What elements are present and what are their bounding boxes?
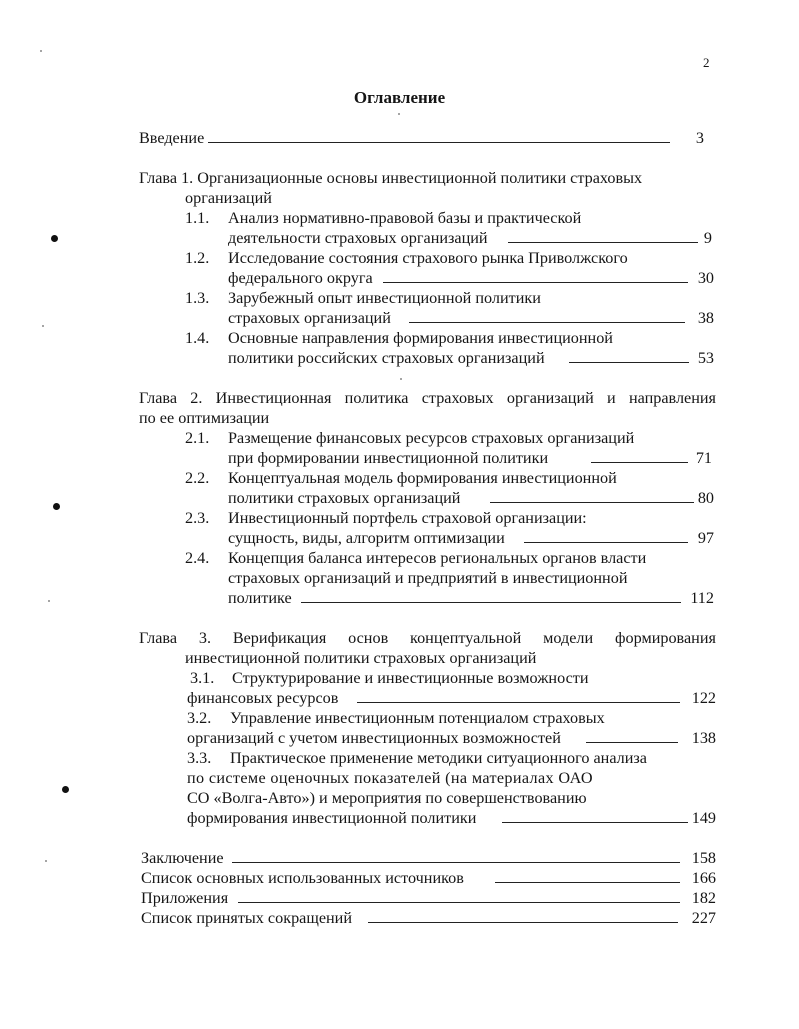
section-page: 112 (690, 589, 714, 607)
toc-leader (301, 602, 681, 603)
toc-intro-label: Введение (139, 129, 205, 147)
title-word: модели (543, 629, 594, 647)
toc-leader (383, 282, 688, 283)
toc-sources-page: 166 (691, 869, 716, 887)
section-title: Концептуальная модель формирования инвестиционной (228, 469, 617, 487)
section-title: Анализ нормативно-правовой базы и практической (228, 209, 582, 227)
section-number: 1.4. (185, 329, 210, 347)
toc-abbreviations-label: Список принятых сокращений (141, 909, 352, 927)
section-title: федерального округа (228, 269, 373, 287)
section-number: 1.2. (185, 249, 210, 267)
section-title: организаций с учетом инвестиционных возможностей (187, 729, 561, 747)
toc-leader (357, 702, 680, 703)
section-title: Управление инвестиционным потенциалом страховых (230, 709, 605, 727)
section-title: Практическое применение методики ситуационного анализа (230, 749, 647, 767)
title-word: Верификация (232, 629, 327, 647)
section-title: Зарубежный опыт инвестиционной политики (228, 289, 541, 307)
toc-abbreviations-page: 227 (691, 909, 716, 927)
chapter-1-title: Глава 1. Организационные основы инвестиционной политики страховых (139, 169, 643, 187)
title-word: Глава (139, 629, 178, 647)
toc-conclusion-page: 158 (691, 849, 716, 867)
section-title: политики страховых организаций (228, 489, 461, 507)
scan-speck (48, 600, 50, 602)
title-word: и (607, 389, 616, 407)
toc-leader (490, 502, 694, 503)
scan-speck (40, 50, 42, 52)
section-title: страховых организаций (228, 309, 391, 327)
section-page: 122 (691, 689, 716, 707)
section-title: политике (228, 589, 292, 607)
chapter-3-title-cont: инвестиционной политики страховых организаций (185, 649, 537, 667)
toc-leader (524, 542, 688, 543)
section-number: 2.3. (185, 509, 210, 527)
binder-hole-mark (62, 786, 69, 793)
title-word: 3. (198, 629, 211, 647)
title-word: концептуальной (410, 629, 522, 647)
toc-appendix-label: Приложения (141, 889, 229, 907)
scan-speck (398, 113, 400, 115)
section-title: Инвестиционный портфель страховой организации: (228, 509, 587, 527)
chapter-3-title (139, 628, 716, 648)
section-title: при формировании инвестиционной политики (228, 449, 549, 467)
section-number: 3.1. (190, 669, 215, 687)
section-number: 2.2. (185, 469, 210, 487)
title-word: организаций (506, 389, 594, 407)
toc-leader (586, 742, 678, 743)
section-page: 149 (691, 809, 716, 827)
section-number: 1.3. (185, 289, 210, 307)
title-word: страховых (421, 389, 494, 407)
section-title: финансовых ресурсов (187, 689, 339, 707)
section-number: 2.4. (185, 549, 210, 567)
section-page: 38 (697, 309, 714, 327)
toc-leader (495, 882, 680, 883)
binder-hole-mark (53, 503, 60, 510)
section-page: 80 (697, 489, 714, 507)
toc-leader (368, 922, 678, 923)
section-title: деятельности страховых организаций (228, 229, 488, 247)
section-title: формирования инвестиционной политики (187, 809, 477, 827)
section-page: 30 (697, 269, 714, 287)
section-page: 71 (695, 449, 712, 467)
section-number: 3.3. (187, 749, 212, 767)
chapter-1-title-cont: организаций (185, 189, 272, 207)
title-word: основ (348, 629, 389, 647)
section-page: 9 (703, 229, 712, 247)
binder-hole-mark (51, 235, 58, 242)
title-word: формирования (615, 629, 716, 647)
toc-sources-label: Список основных использованных источников (141, 869, 464, 887)
section-page: 97 (697, 529, 714, 547)
chapter-2-title-cont: по ее оптимизации (139, 409, 270, 427)
title-word: политика (344, 389, 409, 407)
page-title: Оглавление (353, 88, 446, 107)
toc-leader (409, 322, 685, 323)
title-word: направления (628, 389, 716, 407)
section-number: 2.1. (185, 429, 210, 447)
section-number: 3.2. (187, 709, 212, 727)
toc-conclusion-label: Заключение (141, 849, 224, 867)
toc-appendix-page: 182 (691, 889, 716, 907)
section-number: 1.1. (185, 209, 210, 227)
section-title: Исследование состояния страхового рынка Приволжского (228, 249, 628, 267)
toc-intro-page: 3 (695, 129, 704, 147)
scan-speck (45, 860, 47, 862)
section-title: политики российских страховых организаций (228, 349, 545, 367)
toc-leader (232, 862, 680, 863)
toc-leader (208, 142, 670, 143)
section-page: 138 (691, 729, 716, 747)
scan-speck (42, 325, 44, 327)
title-word: Глава (139, 389, 178, 407)
section-title: Основные направления формирования инвестиционной (228, 329, 613, 347)
section-title: страховых организаций и предприятий в инвестиционной (228, 569, 628, 587)
section-page: 53 (697, 349, 714, 367)
section-title: по системе оценочных показателей (на материалах ОАО (187, 769, 593, 787)
section-title: сущность, виды, алгоритм оптимизации (228, 529, 505, 547)
section-title: Размещение финансовых ресурсов страховых организаций (228, 429, 635, 447)
title-word: Инвестиционная (215, 389, 332, 407)
toc-leader (238, 902, 680, 903)
page-number: 2 (703, 55, 710, 70)
section-title: Структурирование и инвестиционные возможности (232, 669, 589, 687)
section-title: Концепция баланса интересов региональных органов власти (228, 549, 647, 567)
chapter-2-title (139, 388, 716, 408)
section-title: СО «Волга-Авто») и мероприятия по совершенствованию (187, 789, 587, 807)
scan-speck (400, 378, 402, 380)
toc-leader (502, 822, 688, 823)
title-word: 2. (190, 389, 203, 407)
